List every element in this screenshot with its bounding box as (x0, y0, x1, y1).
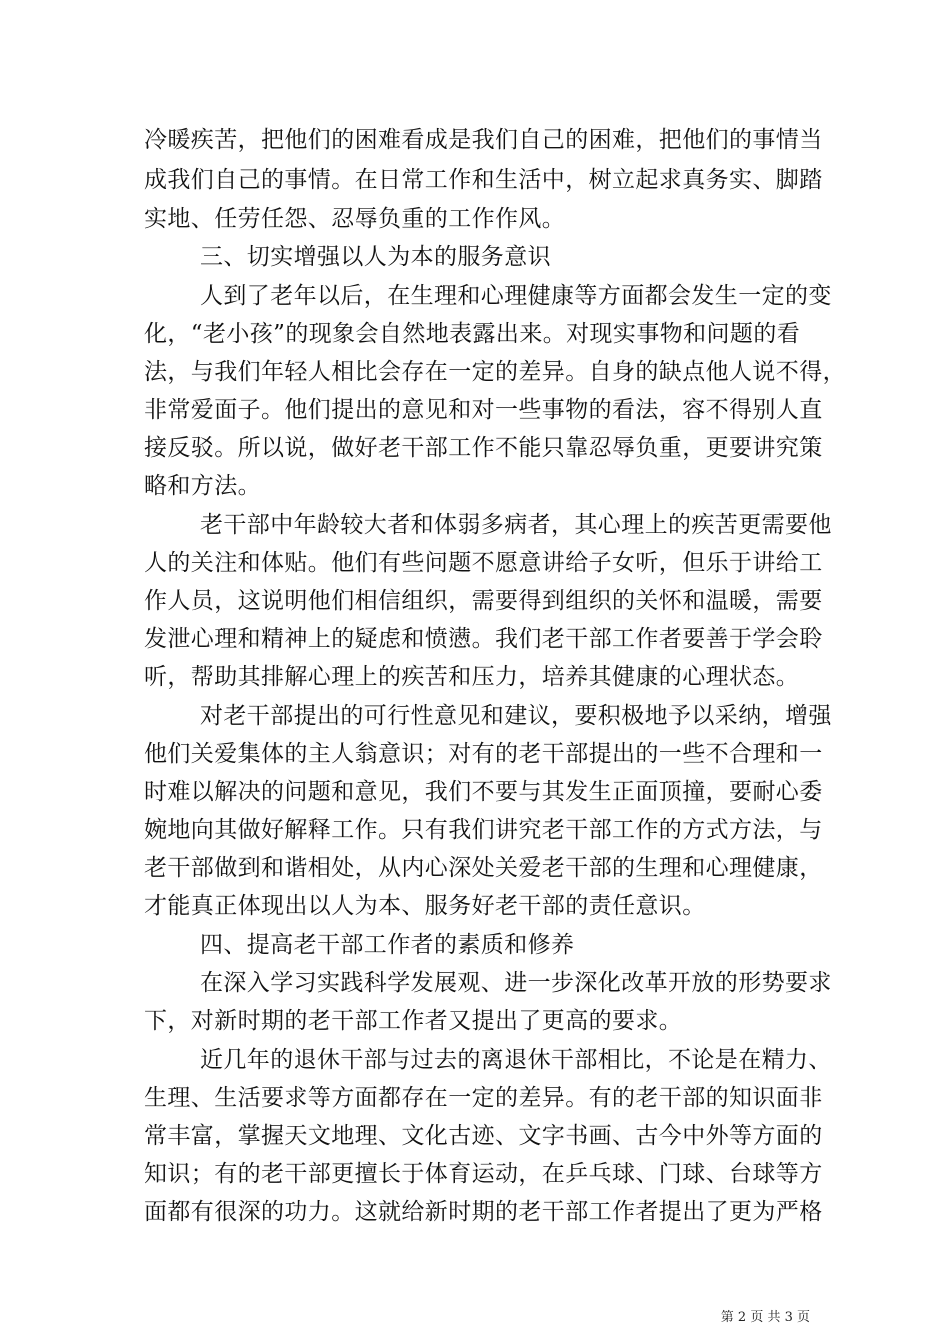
text-line: 老干部做到和谐相处，从内心深处关爱老干部的生理和心理健康， (144, 855, 823, 881)
text-line: 发泄心理和精神上的疑虑和愤懑。我们老干部工作者要善于学会聆 (144, 626, 823, 652)
text-line: 听，帮助其排解心理上的疾苦和压力，培养其健康的心理状态。 (144, 664, 800, 690)
text-line: 生理、生活要求等方面都存在一定的差异。有的老干部的知识面非 (144, 1085, 823, 1111)
text-line: 面都有很深的功力。这就给新时期的老干部工作者提出了更为严格 (144, 1199, 823, 1225)
text-line: 冷暖疾苦，把他们的困难看成是我们自己的困难，把他们的事情当 (144, 127, 823, 153)
text-line: 略和方法。 (144, 473, 261, 499)
text-line: 才能真正体现出以人为本、服务好老干部的责任意识。 (144, 893, 706, 919)
text-line: 老干部中年龄较大者和体弱多病者，其心理上的疾苦更需要他 (200, 512, 832, 538)
text-line: 作人员，这说明他们相信组织，需要得到组织的关怀和温暖，需要 (144, 588, 823, 614)
text-line: 对老干部提出的可行性意见和建议，要积极地予以采纳，增强 (200, 703, 832, 729)
text-line: 人到了老年以后，在生理和心理健康等方面都会发生一定的变 (200, 283, 832, 309)
text-line: 常丰富，掌握天文地理、文化古迹、文字书画、古今中外等方面的 (144, 1123, 823, 1149)
text-line: 近几年的退休干部与过去的离退休干部相比，不论是在精力、 (200, 1047, 832, 1073)
text-line: 下，对新时期的老干部工作者又提出了更高的要求。 (144, 1008, 683, 1034)
text-line: 成我们自己的事情。在日常工作和生活中，树立起求真务实、脚踏 (144, 167, 823, 193)
text-line: 接反驳。所以说，做好老干部工作不能只靠忍辱负重，更要讲究策 (144, 435, 823, 461)
text-line: 化，“老小孩”的现象会自然地表露出来。对现实事物和问题的看 (144, 321, 801, 347)
text-line: 法，与我们年轻人相比会存在一定的差异。自身的缺点他人说不得， (144, 359, 846, 385)
text-line: 知识；有的老干部更擅长于体育运动，在乒乓球、门球、台球等方 (144, 1161, 823, 1187)
text-line: 人的关注和体贴。他们有些问题不愿意讲给子女听，但乐于讲给工 (144, 550, 823, 576)
text-line: 在深入学习实践科学发展观、进一步深化改革开放的形势要求 (200, 970, 832, 996)
text-line: 非常爱面子。他们提出的意见和对一些事物的看法，容不得别人直 (144, 397, 823, 423)
section-heading: 三、切实增强以人为本的服务意识 (200, 244, 551, 270)
section-heading: 四、提高老干部工作者的素质和修养 (200, 932, 575, 958)
text-line: 实地、任劳任怨、忍辱负重的工作作风。 (144, 206, 566, 232)
page-number: 第 2 页 共 3 页 (720, 1310, 810, 1325)
text-line: 他们关爱集体的主人翁意识；对有的老干部提出的一些不合理和一 (144, 741, 823, 767)
text-line: 婉地向其做好解释工作。只有我们讲究老干部工作的方式方法，与 (144, 817, 823, 843)
text-line: 时难以解决的问题和意见，我们不要与其发生正面顶撞，要耐心委 (144, 779, 823, 805)
